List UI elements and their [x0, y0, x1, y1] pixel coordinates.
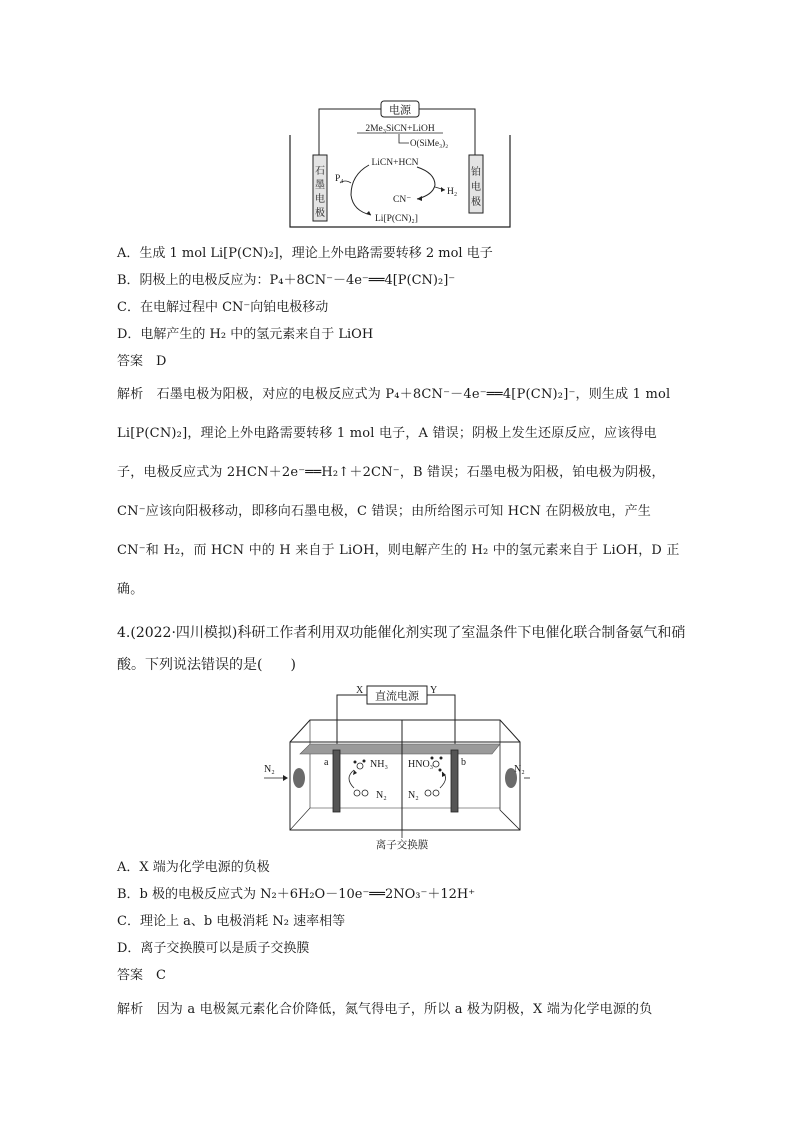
terminal-y-label: Y — [430, 685, 438, 696]
electrode-b-label: b — [461, 757, 466, 768]
dc-power-label: 直流电源 — [375, 690, 419, 703]
graphite-electrode-label-3: 电 — [315, 194, 325, 205]
q4-stem-line-2: 酸。下列说法错误的是( ) — [117, 657, 296, 673]
electrode-a — [333, 750, 340, 812]
q3-explanation-line-3: 子，电极反应式为 2HCN＋2e⁻══H₂↑＋2CN⁻，B 错误；石墨电极为阳极，铂电极为阴极， — [117, 465, 665, 480]
q4-option-a: A．X 端为化学电源的负极 — [117, 860, 270, 875]
q4-explanation-text-1: 因为 a 电极氮元素化合价降低，氮气得电子，所以 a 极为阴极，X 端为化学电源的负 — [156, 1002, 653, 1017]
q4-answer-label: 答案 — [117, 968, 144, 983]
q4-answer-row — [117, 967, 166, 985]
intermediate-label: LiCN+HCN — [371, 158, 419, 168]
cn-label: CN⁻ — [393, 195, 412, 205]
mid-left-n2-label: N₂ — [376, 790, 387, 801]
q3-explanation-text-1: 石墨电极为阳极，对应的电极反应式为 P₄＋8CN⁻－4e⁻══4[P(CN)₂]⁻，则生成 1 mol — [156, 387, 671, 402]
q4-answer-value: C — [156, 968, 166, 983]
q3-explanation-line-4: CN⁻应该向阳极移动，即移向石墨电极，C 错误；由所给图示可知 HCN 在阴极放电，产生 — [117, 504, 651, 519]
q3-option-a: A．生成 1 mol Li[P(CN)₂]，理论上外电路需要转移 2 mol 电子 — [117, 246, 493, 261]
q3-answer-label: 答案 — [117, 354, 144, 369]
q4-option-c: C．理论上 a、b 电极消耗 N₂ 速率相等 — [117, 914, 346, 929]
electrolysis-diagram-2 — [262, 680, 532, 852]
electrode-a-label: a — [324, 757, 329, 768]
right-n2-label: N₂ — [514, 764, 525, 775]
q4-option-b: B．b 极的电极反应式为 N₂＋6H₂O－10e⁻══2NO₃⁻＋12H⁺ — [117, 887, 476, 902]
q4-explanation-label: 解析 — [117, 1002, 144, 1017]
hno3-label: HNO₃ — [408, 759, 434, 770]
byproduct-label: O(SiMe₃)₂ — [410, 138, 449, 148]
terminal-x-label: X — [356, 685, 364, 696]
p4-label: P₄ — [335, 174, 344, 184]
q4-stem-line-1: 4.(2022·四川模拟)科研工作者利用双功能催化剂实现了室温条件下电催化联合制备氨气和硝 — [117, 625, 686, 641]
product-label: Li[P(CN)₂] — [375, 214, 418, 224]
electrode-b — [451, 750, 458, 812]
h2-label: H₂ — [447, 187, 458, 197]
q3-option-c: C．在电解过程中 CN⁻向铂电极移动 — [117, 300, 329, 315]
platinum-electrode-label-1: 铂 — [471, 167, 481, 178]
nh3-label: NH₃ — [370, 759, 388, 770]
platinum-electrode-label-3: 极 — [471, 197, 481, 208]
q3-option-b: B．阴极上的电极反应为：P₄＋8CN⁻－4e⁻══4[P(CN)₂]⁻ — [117, 273, 456, 288]
left-n2-label: N₂ — [264, 764, 275, 775]
reagents-label: 2Me₃SiCN+LiOH — [365, 124, 435, 134]
mid-right-n2-label: N₂ — [408, 790, 419, 801]
q3-explanation-line-1 — [117, 386, 670, 404]
q3-explanation-line-5: CN⁻和 H₂，而 HCN 中的 H 来自于 LiOH，则电解产生的 H₂ 中的氢元素来自于 LiOH，D 正 — [117, 543, 680, 558]
q4-explanation-line-1 — [117, 1001, 652, 1019]
electrolysis-diagram-1 — [285, 95, 515, 235]
q3-explanation-label: 解析 — [117, 387, 144, 402]
q3-option-d: D．电解产生的 H₂ 中的氢元素来自于 LiOH — [117, 327, 374, 342]
left-gas-inlet — [293, 768, 305, 788]
graphite-electrode-label-2: 墨 — [315, 180, 325, 191]
q3-explanation-line-6: 确。 — [117, 582, 144, 597]
platinum-electrode-label-2: 电 — [471, 182, 481, 193]
graphite-electrode-label-4: 极 — [315, 208, 325, 219]
q4-option-d: D．离子交换膜可以是质子交换膜 — [117, 941, 310, 956]
membrane-label: 离子交换膜 — [375, 840, 429, 851]
q3-answer-row — [117, 353, 166, 371]
q3-answer-value: D — [156, 354, 167, 369]
power-source-label: 电源 — [389, 104, 411, 117]
graphite-electrode-label-1: 石 — [315, 166, 325, 177]
q3-explanation-line-2: Li[P(CN)₂]，理论上外电路需要转移 1 mol 电子，A 错误；阴极上发生还原反应，应该得电 — [117, 426, 657, 441]
